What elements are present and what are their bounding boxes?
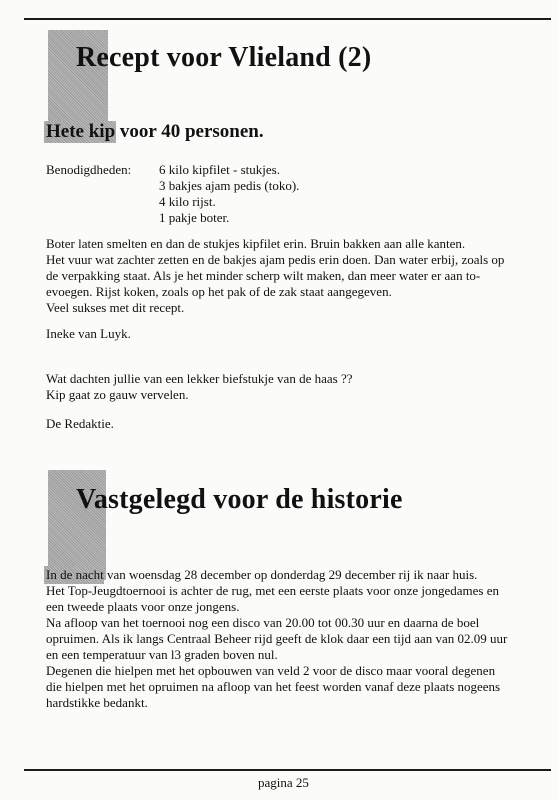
body-line: die hielpen met het opruimen na afloop van het feest worden vanaf deze plaats nogeens <box>46 679 501 694</box>
recipe-title: Recept voor Vlieland (2) <box>76 42 372 73</box>
editorial-note <box>46 371 352 403</box>
body-line: hardstikke bedankt. <box>46 695 148 710</box>
ingredients-list <box>159 162 299 226</box>
editorial-signature: De Redaktie. <box>46 416 114 431</box>
ingredient-item: 3 bakjes ajam pedis (toko). <box>159 178 300 193</box>
history-title: Vastgelegd voor de historie <box>76 484 403 515</box>
body-line: Degenen die hielpen met het opbouwen van veld 2 voor de disco maar vooral degenen <box>46 663 496 678</box>
instruction-line: evoegen. Rijst koken, zoals op het pak of de zak staat aangegeven. <box>46 284 392 299</box>
top-rule <box>24 18 551 20</box>
recipe-subtitle: Hete kip voor 40 personen. <box>46 121 264 142</box>
instruction-line: Het vuur wat zachter zetten en de bakjes ajam pedis erin doen. Dan water erbij, zoals op <box>46 252 505 267</box>
page-number: pagina 25 <box>258 775 309 790</box>
instruction-line: de verpakking staat. Als je het minder scherp wilt maken, dan meer water er aan to- <box>46 268 481 283</box>
ingredient-item: 4 kilo rijst. <box>159 194 216 209</box>
ingredient-item: 6 kilo kipfilet - stukjes. <box>159 162 280 177</box>
instruction-line: Boter laten smelten en dan de stukjes kipfilet erin. Bruin bakken aan alle kanten. <box>46 236 466 251</box>
history-body <box>46 567 507 711</box>
body-line: In de nacht van woensdag 28 december op donderdag 29 december rij ik naar huis. <box>46 567 478 582</box>
body-line: opruimen. Als ik langs Centraal Beheer rijd geeft de klok daar een tijd aan van 02.09 uur <box>46 631 508 646</box>
body-line: Het Top-Jeugdtoernooi is achter de rug, met een eerste plaats voor onze jongedames en <box>46 583 499 598</box>
body-line: Na afloop van het toernooi nog een disco van 20.00 tot 00.30 uur en daarna de boel <box>46 615 480 630</box>
recipe-instructions <box>46 236 504 316</box>
ingredients-label: Benodigdheden: <box>46 162 132 177</box>
bottom-rule <box>24 769 551 771</box>
editorial-line: Kip gaat zo gauw vervelen. <box>46 387 189 402</box>
body-line: en een temperatuur van l3 graden boven nul. <box>46 647 278 662</box>
recipe-author: Ineke van Luyk. <box>46 326 131 341</box>
instruction-line: Veel sukses met dit recept. <box>46 300 185 315</box>
body-line: een tweede plaats voor onze jongens. <box>46 599 240 614</box>
ingredient-item: 1 pakje boter. <box>159 210 230 225</box>
editorial-line: Wat dachten jullie van een lekker biefstukje van de haas ?? <box>46 371 353 386</box>
